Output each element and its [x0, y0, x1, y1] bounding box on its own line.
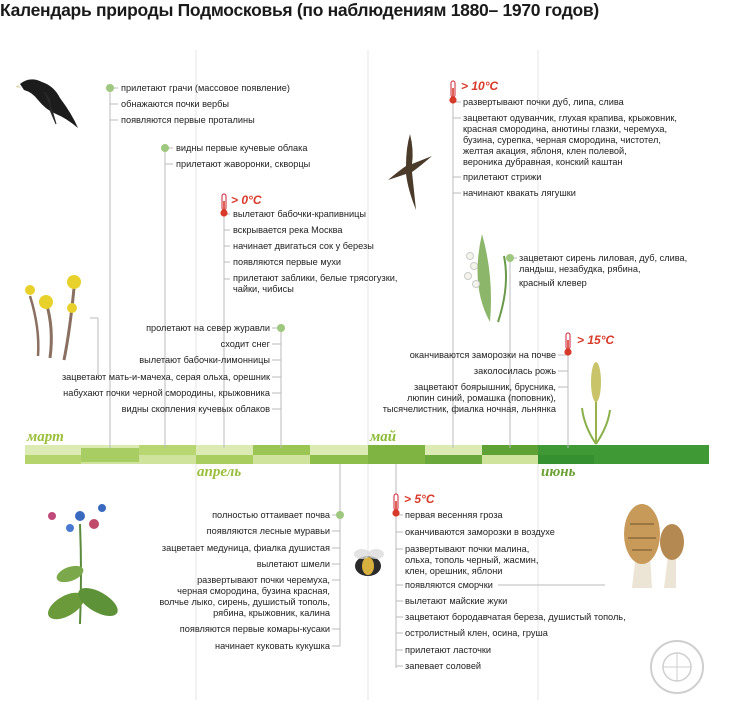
event-label: сходит снег — [220, 339, 270, 349]
event-label: красный клевер — [519, 278, 587, 288]
event-label: вылетают шмели — [256, 559, 330, 569]
event-dot — [161, 144, 169, 152]
event-label: оканчиваются заморозки на почве — [409, 350, 556, 360]
timeline-segment — [81, 448, 139, 462]
temp-label: > 10°C — [461, 79, 499, 93]
event-label: зацветают одуванчик, глухая крапива, крыжовник, — [463, 113, 677, 123]
event-label: зацветают боярышник, брусника, — [413, 382, 556, 392]
timeline-segment — [368, 445, 425, 464]
event-label: пролетают на север журавли — [146, 323, 270, 333]
month-may: май — [370, 429, 397, 445]
temp-label: > 15°C — [577, 333, 615, 347]
event-label: появляются первые комары-кусаки — [179, 624, 330, 634]
event-label: запевает соловей — [405, 661, 482, 671]
month-april: апрель — [197, 464, 242, 480]
event-label: прилетают жаворонки, скворцы — [176, 159, 311, 169]
event-label: появляются первые мухи — [233, 257, 342, 267]
event-label: развертывают почки дуб, липа, слива — [463, 97, 624, 107]
event-label: черная смородина, бузина красная, — [177, 586, 330, 596]
thermometer-icon — [220, 194, 227, 217]
event-label: чайки, чибисы — [233, 284, 294, 294]
event-label: красная смородина, анютины глазки, черемуха, — [463, 124, 668, 134]
event-label: волчье лыко, сирень, душистый тополь, — [159, 597, 330, 607]
event-label: начинает куковать кукушка — [215, 641, 330, 651]
event-label: рябина, крыжовник, калина — [213, 608, 330, 618]
event-label: вскрывается река Москва — [233, 225, 343, 235]
event-label: ландыш, незабудка, рябина, — [519, 264, 641, 274]
event-label: прилетают стрижи — [463, 172, 542, 182]
coltsfoot-flower-icon — [20, 268, 90, 362]
thermometer-icon — [392, 494, 399, 517]
event-label: вероника дубравная, конский каштан — [463, 157, 623, 167]
society-seal-icon — [648, 638, 706, 696]
event-label: желтая акация, яблоня, клен полевой, — [463, 146, 627, 156]
timeline-segment — [196, 455, 253, 464]
event-dot — [277, 324, 285, 332]
event-label: бузина, сурепка, черная смородина, чистотел, — [463, 135, 661, 145]
temp-label: > 5°C — [404, 492, 435, 506]
event-label: прилетают заблики, белые трясогузки, — [233, 273, 398, 283]
event-label: клен, орешник, яблони — [405, 566, 503, 576]
rook-bird-icon — [16, 70, 84, 132]
event-label: появляются лесные муравьи — [206, 526, 330, 536]
timeline-segment — [139, 445, 196, 455]
temp-label: > 0°C — [231, 193, 262, 207]
event-label: развертывают почки черемуха, — [197, 575, 330, 585]
event-label: прилетают ласточки — [405, 645, 492, 655]
timeline-segment — [25, 455, 81, 464]
timeline-segment — [538, 455, 594, 464]
event-label: прилетают грачи (массовое появление) — [121, 83, 290, 93]
event-label: видны первые кучевые облака — [176, 143, 308, 153]
event-label: остролистный клен, осина, груша — [405, 628, 548, 638]
lily-of-valley-icon — [460, 226, 516, 324]
bumblebee-icon — [344, 542, 390, 584]
event-label: появляются первые проталины — [121, 115, 255, 125]
rye-ear-icon — [576, 360, 616, 446]
lungwort-plant-icon — [40, 494, 126, 628]
event-label: набухают почки черной смородины, крыжовника — [63, 388, 270, 398]
page-title: Календарь природы Подмосковья (по наблюдениям 1880– 1970 годов) — [0, 0, 599, 20]
event-label: тысячелистник, фиалка ночная, льнянка — [382, 404, 556, 414]
event-label: полностью оттаивает почва — [212, 510, 330, 520]
timeline-segment — [310, 455, 368, 464]
event-label: начинает двигаться сок у березы — [233, 241, 374, 251]
event-dot — [106, 84, 114, 92]
thermometer-icon — [564, 333, 571, 356]
event-label: обнажаются почки вербы — [121, 99, 229, 109]
month-march: март — [27, 429, 64, 445]
event-label: зацветают бородавчатая береза, душистый тополь, — [405, 612, 626, 622]
thermometer-icon — [449, 81, 456, 104]
event-label: вылетают бабочки-крапивницы — [233, 209, 366, 219]
event-label: появляются сморчки — [405, 580, 493, 590]
event-label: вылетают майские жуки — [405, 596, 508, 606]
event-label: вылетают бабочки-лимонницы — [139, 355, 270, 365]
event-label: начинают квакать лягушки — [463, 188, 576, 198]
timeline-segment — [425, 455, 482, 464]
event-label: развертывают почки малина, — [405, 544, 530, 554]
event-label: зацветают мать-и-мачеха, серая ольха, орешник — [61, 372, 270, 382]
event-label: видны скопления кучевых облаков — [121, 404, 270, 414]
morel-mushroom-icon — [610, 494, 690, 590]
event-label: заколосилась рожь — [473, 366, 556, 376]
month-june: июнь — [541, 464, 576, 480]
event-label: первая весенняя гроза — [405, 510, 503, 520]
event-label: оканчиваются заморозки в воздухе — [405, 527, 555, 537]
event-label: ольха, тополь черный, жасмин, — [405, 555, 539, 565]
event-label: люпин синий, ромашка (поповник), — [406, 393, 556, 403]
event-label: зацветает медуница, фиалка душистая — [161, 543, 330, 553]
event-label: зацветают сирень лиловая, дуб, слива, — [519, 253, 688, 263]
swift-bird-icon — [386, 130, 434, 214]
event-dot — [336, 511, 344, 519]
